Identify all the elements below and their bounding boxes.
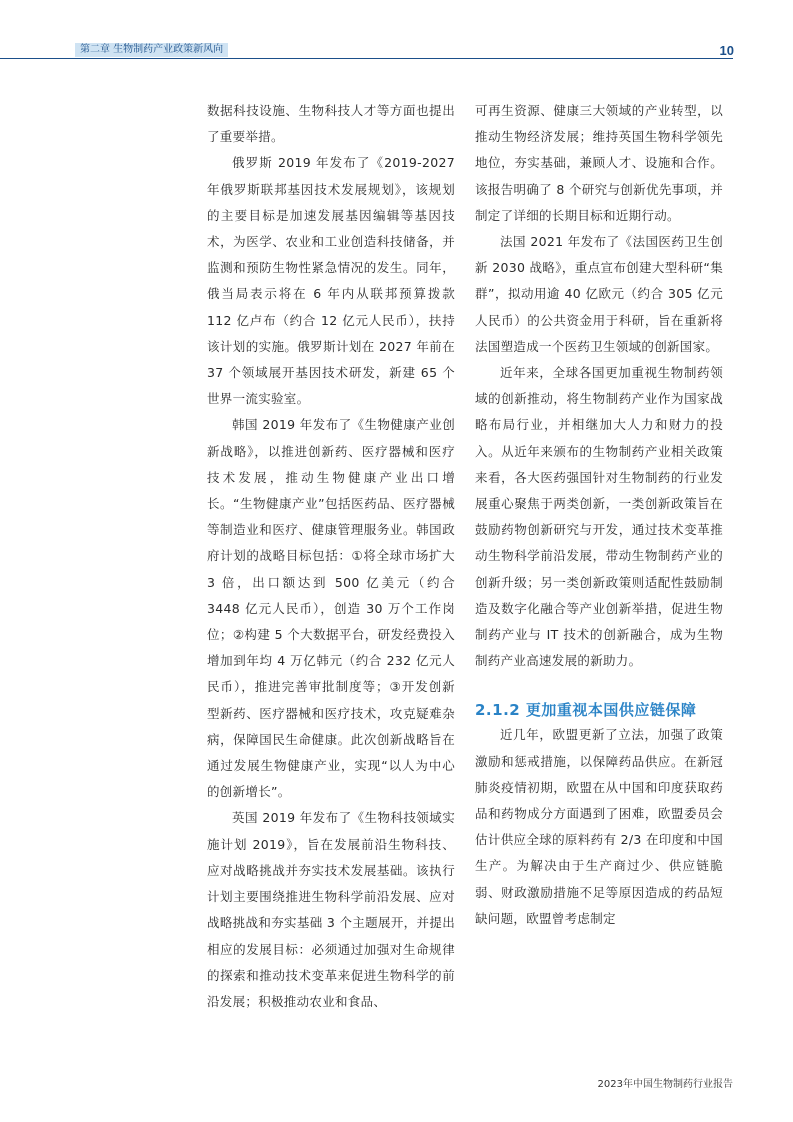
right-column (475, 98, 723, 932)
paragraph: 韩国 2019 年发布了《生物健康产业创新战略》，以推进创新药、医疗器械和医疗技术发展，推动生物健康产业出口增长。“生物健康产业”包括医药品、医疗器械等制造业和医疗、健康管理服务业。韩国政府计划的战略目标包括：①将全球市场扩大 3 倍，出口额达到 500 亿美元（约合 3448 亿元人民币），创造 30 万个工作岗位；②构建 5 个大数据平台，研发经费投入增加到年均 4 万亿韩元（约合 232 亿元人民币），推进完善审批制度等；③开发创新型新药、医疗器械和医疗技术，攻克疑难杂病，保障国民生命健康。此次创新战略旨在通过发展生物健康产业，实现“以人为中心的创新增长”。 (207, 417, 455, 800)
paragraph: 可再生资源、健康三大领域的产业转型，以推动生物经济发展；维持英国生物科学领先地位，夯实基础，兼顾人才、设施和合作。该报告明确了 8 个研究与创新优先事项，并制定了详细的长期目标和近期行动。 (475, 103, 723, 223)
chapter-label: 第二章 生物制药产业政策新风向 (75, 43, 228, 57)
header-rule (0, 58, 733, 59)
footer-report-title: 2023年中国生物制药行业报告 (597, 1079, 733, 1090)
paragraph: 近几年，欧盟更新了立法，加强了政策激励和惩戒措施，以保障药品供应。在新冠肺炎疫情初期，欧盟在从中国和印度获取药品和药物成分方面遇到了困难，欧盟委员会估计供应全球的原料药有 2/3 在印度和中国生产。为解决由于生产商过少、供应链脆弱、财政激励措施不足等原因造成的药品短缺问题，欧盟曾考虑制定 (475, 727, 723, 926)
paragraph: 数据科技设施、生物科技人才等方面也提出了重要举措。 (207, 103, 455, 145)
section-heading: 2.1.2 更加重视本国供应链保障 (475, 701, 697, 720)
paragraph: 近年来，全球各国更加重视生物制药领域的创新推动，将生物制药产业作为国家战略布局行业，并相继加大人力和财力的投入。从近年来颁布的生物制药产业相关政策来看，各大医药强国针对生物制药的行业发展重心聚焦于两类创新，一类创新政策旨在鼓励药物创新研究与开发，通过技术变革推动生物科学前沿发展，带动生物制药产业的创新升级；另一类创新政策则适配性鼓励制造及数字化融合等产业创新举措，促进生物制药产业与 IT 技术的创新融合，成为生物制药产业高速发展的新助力。 (475, 365, 723, 669)
paragraph: 俄罗斯 2019 年发布了《2019-2027 年俄罗斯联邦基因技术发展规划》，该规划的主要目标是加速发展基因编辑等基因技术，为医学、农业和工业创造科技储备，并监测和预防生物性紧急情况的发生。同年，俄当局表示将在 6 年内从联邦预算拨款 112 亿卢布（约合 12 亿元人民币），扶持该计划的实施。俄罗斯计划在 2027 年前在 37 个领域展开基因技术研发，新建 65 个世界一流实验室。 (207, 155, 455, 407)
paragraph: 英国 2019 年发布了《生物科技领域实施计划 2019》，旨在发展前沿生物科技、应对战略挑战并夯实技术发展基础。该执行计划主要围绕推进生物科学前沿发展、应对战略挑战和夯实基础 3 个主题展开，并提出相应的发展目标：必须通过加强对生命规律的探索和推动技术变革来促进生物科学的前沿发展；积极推动农业和食品、 (207, 810, 455, 1009)
paragraph: 法国 2021 年发布了《法国医药卫生创新 2030 战略》，重点宣布创建大型科研“集群”，拟动用逾 40 亿欧元（约合 305 亿元人民币）的公共资金用于科研，旨在重新将法国塑造成一个医药卫生领域的创新国家。 (475, 234, 723, 354)
page-number: 10 (719, 43, 734, 58)
left-column (207, 98, 455, 1015)
